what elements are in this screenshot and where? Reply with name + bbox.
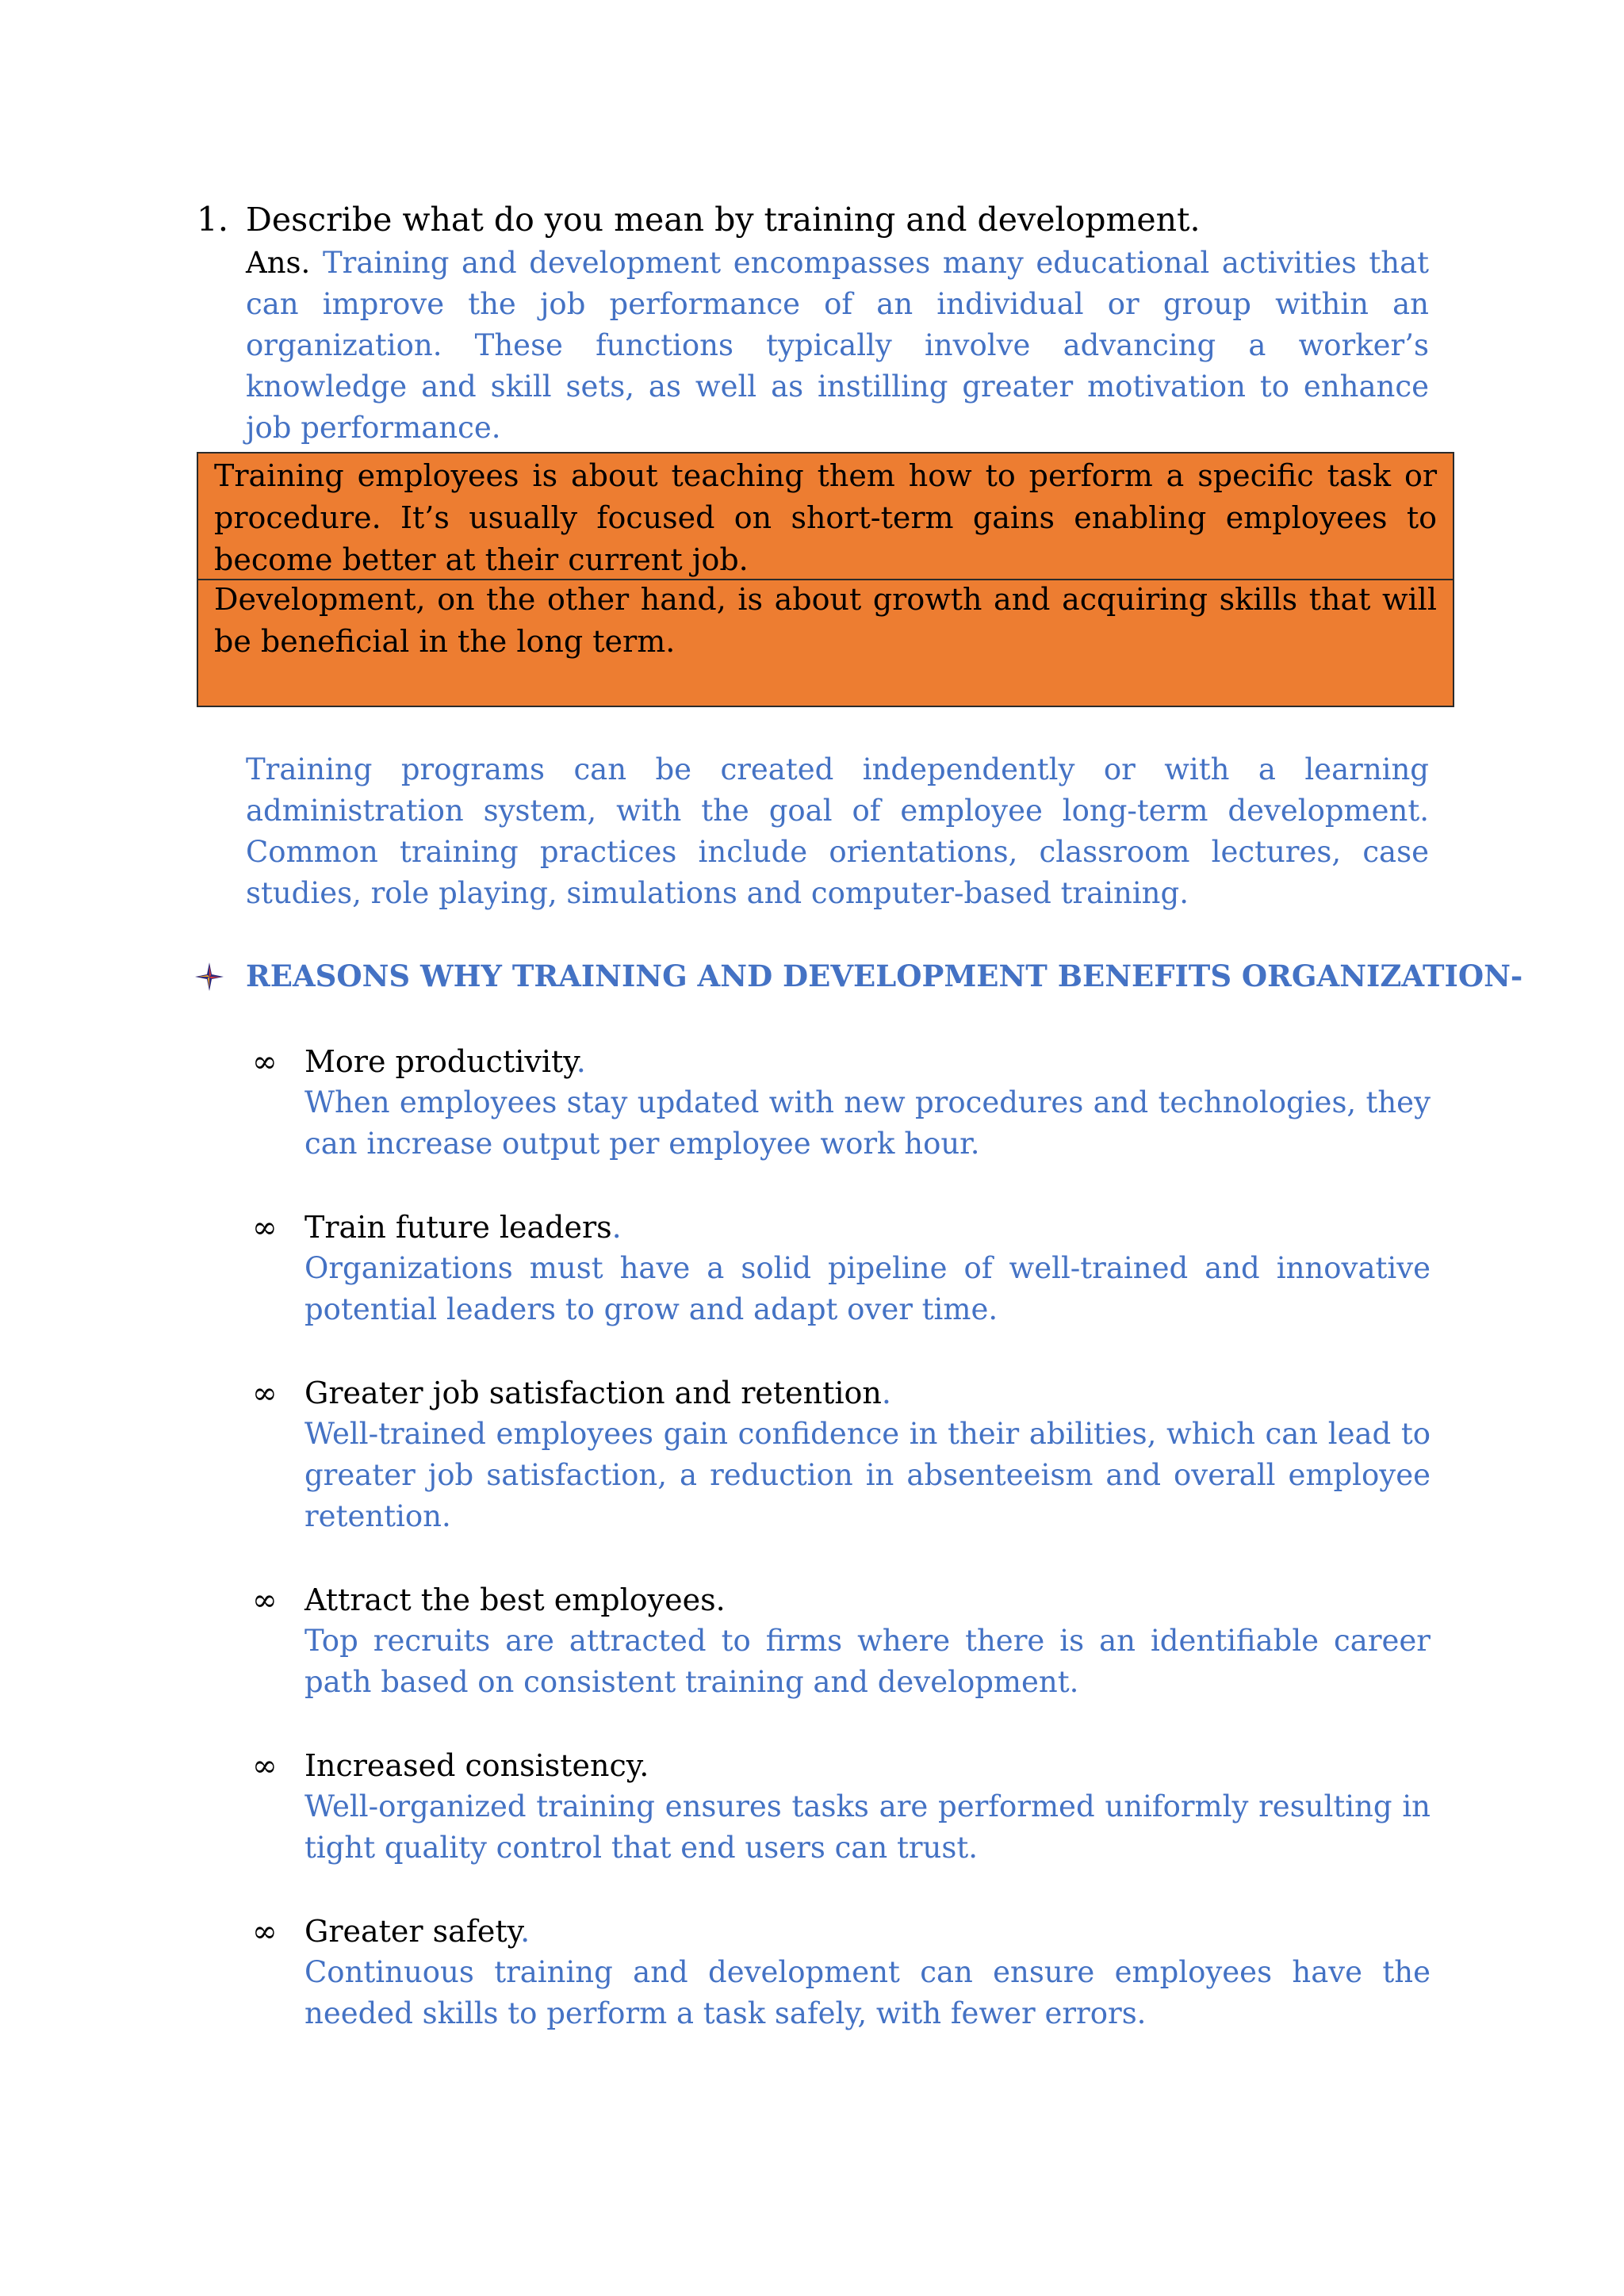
- infinity-bullet-icon: ∞: [252, 1376, 278, 1410]
- question-number: 1.: [197, 200, 229, 239]
- reason-description: Well-trained employees gain confidence in their abilities, which can lead to greater job satisfaction, a reduction in absenteeism and overall employee retention.: [304, 1417, 1431, 1533]
- programs-paragraph: Training programs can be created independently or with a learning administration system, with the goal of employee long-term development. Common training practices include orientations, classroom lectures, case studies, role playing, simulations and computer-based training.: [246, 752, 1429, 910]
- reason-description: Well-organized training ensures tasks are performed uniformly resulting in tight quality control that end users can trust.: [304, 1789, 1431, 1865]
- reason-title-period: .: [520, 1914, 530, 1949]
- reason-title-period: .: [611, 1210, 622, 1245]
- reason-title: [304, 1041, 586, 1082]
- reason-title-text: Greater safety: [304, 1914, 521, 1949]
- reason-title: [304, 1207, 622, 1248]
- infinity-bullet-icon: ∞: [252, 1748, 278, 1783]
- reason-title-text: More productivity: [304, 1044, 576, 1079]
- answer-text: Training and development encompasses many educational activities that can improve the job performance of an individual or group within an organization. These functions typically involve advancing a worker’s knowledge and skill sets, as well as instilling greater motivation to enhance job performance.: [246, 246, 1429, 445]
- training-definition: Training employees is about teaching them how to perform a specific task or procedure. It’s usually focused on short-term gains enabling employees to become better at their current job.: [198, 455, 1453, 580]
- reasons-heading: REASONS WHY TRAINING AND DEVELOPMENT BENEFITS ORGANIZATION-: [246, 959, 1523, 993]
- infinity-bullet-icon: ∞: [252, 1044, 278, 1079]
- reason-title-text: Train future leaders: [304, 1210, 612, 1245]
- answer-label: Ans.: [246, 246, 311, 280]
- four-point-star-icon: [195, 962, 224, 991]
- development-definition: Development, on the other hand, is about growth and acquiring skills that will be beneficial in the long term.: [214, 582, 1437, 659]
- reason-title-text: Greater job satisfaction and retention: [304, 1376, 882, 1410]
- reason-title-period: .: [881, 1376, 891, 1410]
- reason-description: When employees stay updated with new procedures and technologies, they can increase output per employee work hour.: [304, 1085, 1431, 1161]
- reason-title-text: Increased consistency.: [304, 1748, 649, 1783]
- reason-description: Continuous training and development can ensure employees have the needed skills to perform a task safely, with fewer errors.: [304, 1955, 1431, 2030]
- question-text: Describe what do you mean by training and development.: [246, 201, 1201, 239]
- definition-box: [197, 452, 1454, 707]
- reason-title-text: Attract the best employees.: [304, 1582, 726, 1617]
- reason-title: [304, 1745, 649, 1786]
- infinity-bullet-icon: ∞: [252, 1914, 278, 1949]
- infinity-bullet-icon: ∞: [252, 1210, 278, 1245]
- reason-title: [304, 1372, 891, 1414]
- answer-paragraph: [246, 243, 1429, 449]
- reason-title: [304, 1579, 726, 1621]
- reason-title: [304, 1911, 530, 1952]
- reason-title-period: .: [576, 1044, 586, 1079]
- reason-description: Top recruits are attracted to firms where there is an identifiable career path based on consistent training and development.: [304, 1624, 1431, 1699]
- reason-description: Organizations must have a solid pipeline of well-trained and innovative potential leaders to grow and adapt over time.: [304, 1251, 1431, 1326]
- infinity-bullet-icon: ∞: [252, 1582, 278, 1617]
